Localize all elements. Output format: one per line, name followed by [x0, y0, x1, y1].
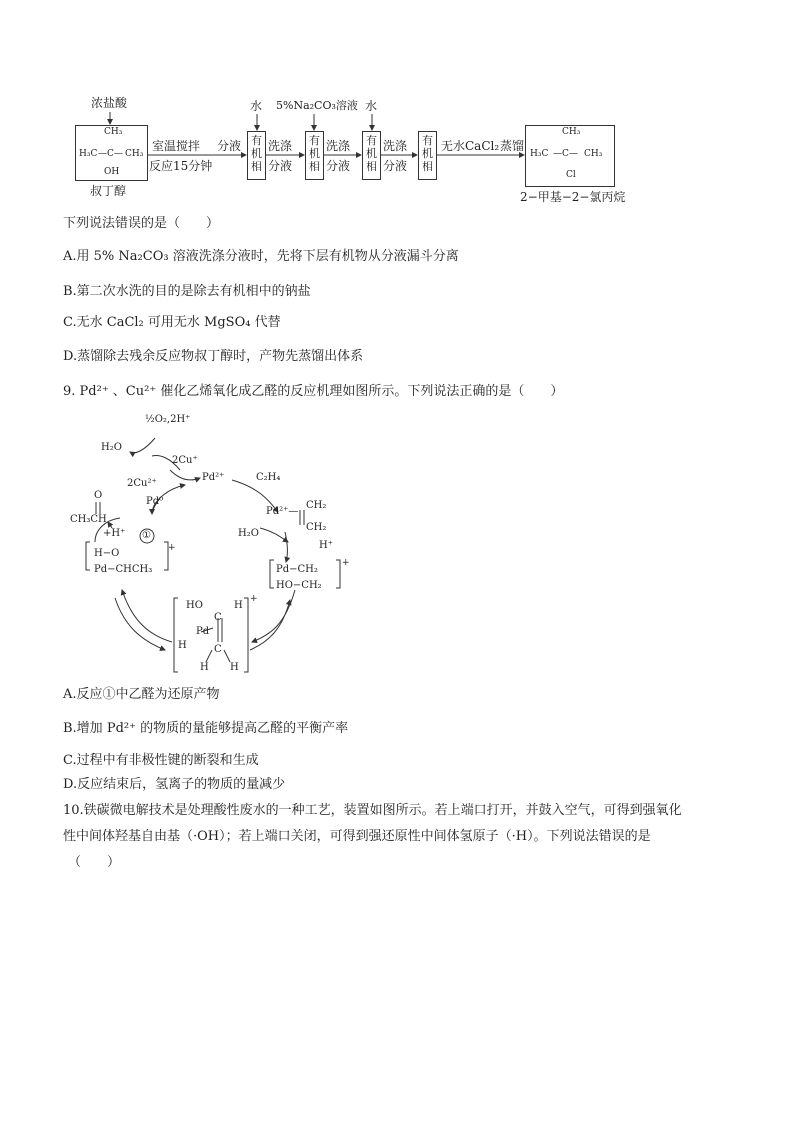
- distill: 蒸馏: [500, 139, 525, 153]
- mech-bottom-h2: H: [178, 640, 187, 651]
- mech-cu-2plus: 2Cu²⁺: [127, 478, 157, 489]
- q10-line-3: （ ）: [68, 855, 121, 870]
- organic-phase-4: 有机相: [418, 131, 437, 180]
- start-right: CH₃: [125, 149, 144, 159]
- water2: 水: [365, 99, 378, 113]
- mech-left-charge: +: [168, 543, 176, 553]
- q10-line-1: 10.铁碳微电解技术是处理酸性废水的一种工艺，装置如图所示。若上端口打开，并鼓入空气，可得到强氧化: [63, 803, 682, 818]
- q8-option-c: C.无水 CaCl₂ 可用无水 MgSO₄ 代替: [63, 315, 281, 330]
- mech-pd0: Pd⁰: [146, 496, 164, 507]
- organic-phase-2: 有机相: [305, 131, 324, 180]
- wash3-top: 洗涤: [383, 139, 408, 153]
- water1: 水: [250, 99, 263, 113]
- start-left: H₃C: [79, 149, 98, 159]
- mech-bottom-h1: H: [234, 600, 243, 611]
- start-name: 叔丁醇: [90, 184, 127, 198]
- q8-option-d: D.蒸馏除去残余反应物叔丁醇时，产物先蒸馏出体系: [63, 349, 364, 364]
- reagent-hcl: 浓盐酸: [91, 96, 128, 110]
- product-name: 2−甲基−2−氯丙烷: [520, 190, 626, 204]
- mech-right-charge: +: [342, 558, 350, 568]
- mech-pd2: Pd²⁺: [202, 472, 225, 483]
- start-center: —C—: [98, 149, 123, 159]
- mech-cu-plus: 2Cu⁺: [172, 455, 198, 466]
- q9-option-c: C.过程中有非极性键的断裂和生成: [63, 753, 259, 768]
- wash1-bottom: 分液: [268, 159, 293, 173]
- mech-bottom-h4: H: [230, 662, 239, 673]
- product-bottom: Cl: [566, 170, 576, 180]
- mech-left-int-1: H−O: [94, 548, 120, 559]
- drying-agent: 无水CaCl₂: [441, 139, 500, 153]
- mech-acetaldehyde: CH₃CH: [70, 514, 107, 525]
- mech-h-plus: H⁺: [319, 540, 333, 551]
- mech-h2o-top: H₂O: [101, 442, 122, 453]
- mech-c2h4: C₂H₄: [256, 472, 281, 483]
- mech-ch2-bottom: CH₂: [306, 522, 327, 533]
- q10-line-2: 性中间体羟基自由基（·OH）；若上端口关闭，可得到强还原性中间体氢原子（·H）。下列说法错误的是: [63, 829, 651, 844]
- q8-option-b: B.第二次水洗的目的是除去有机相中的钠盐: [63, 284, 311, 299]
- wash3-bottom: 分液: [383, 159, 408, 173]
- product-left: H₃C: [530, 149, 549, 159]
- q9-option-b: B.增加 Pd²⁺ 的物质的量能够提高乙醛的平衡产率: [63, 721, 349, 736]
- mech-h2o-mid: H₂O: [238, 528, 259, 539]
- q8-stem: 下列说法错误的是（ ）: [63, 216, 220, 231]
- mech-right-int-1: Pd−CH₂: [276, 564, 318, 575]
- q9-option-d: D.反应结束后，氢离子的物质的量减少: [63, 777, 286, 792]
- q9-stem: 9. Pd²⁺ 、Cu²⁺ 催化乙烯氧化成乙醛的反应机理如图所示。下列说法正确的是（ ）: [63, 384, 564, 399]
- step1-bottom: 反应15分钟: [149, 159, 213, 173]
- mech-plus-h: +H⁺: [103, 528, 126, 539]
- mech-ch2-top: CH₂: [306, 500, 327, 511]
- step-separate: 分液: [217, 139, 242, 153]
- mech-bottom-pd: Pd: [196, 626, 210, 637]
- mech-bottom-c1: C: [214, 612, 222, 623]
- q9-option-a: A.反应①中乙醛为还原产物: [63, 687, 220, 702]
- mech-bottom-c2: C: [214, 644, 222, 655]
- mech-step-1: ①: [142, 530, 151, 541]
- wash2-top: 洗涤: [326, 139, 351, 153]
- mech-acetaldehyde-o: O: [94, 490, 103, 501]
- step1-top: 室温搅拌: [152, 139, 201, 153]
- mech-bottom-h3: H: [200, 662, 209, 673]
- mech-o2-h: ½O₂,2H⁺: [145, 414, 191, 425]
- q8-option-a: A.用 5% Na₂CO₃ 溶液洗涤分液时，先将下层有机物从分液漏斗分离: [63, 249, 459, 264]
- mech-left-int-2: Pd−CHCH₃: [94, 564, 153, 575]
- product-top: CH₃: [562, 127, 581, 137]
- product-right: CH₃: [584, 149, 603, 159]
- wash1-top: 洗涤: [268, 139, 293, 153]
- na2co3-solution: 5%Na₂CO₃溶液: [276, 99, 358, 112]
- start-top: CH₃: [104, 127, 123, 137]
- mech-pd-complex: Pd²⁺—: [266, 506, 299, 517]
- mech-right-int-2: HO−CH₂: [276, 580, 322, 591]
- organic-phase-1: 有机相: [247, 131, 266, 180]
- product-center: —C—: [553, 149, 578, 159]
- mech-bottom-ho: HO: [186, 600, 203, 611]
- mech-bottom-charge: +: [250, 594, 258, 604]
- organic-phase-3: 有机相: [362, 131, 381, 180]
- wash2-bottom: 分液: [326, 159, 351, 173]
- start-bottom: OH: [104, 167, 120, 177]
